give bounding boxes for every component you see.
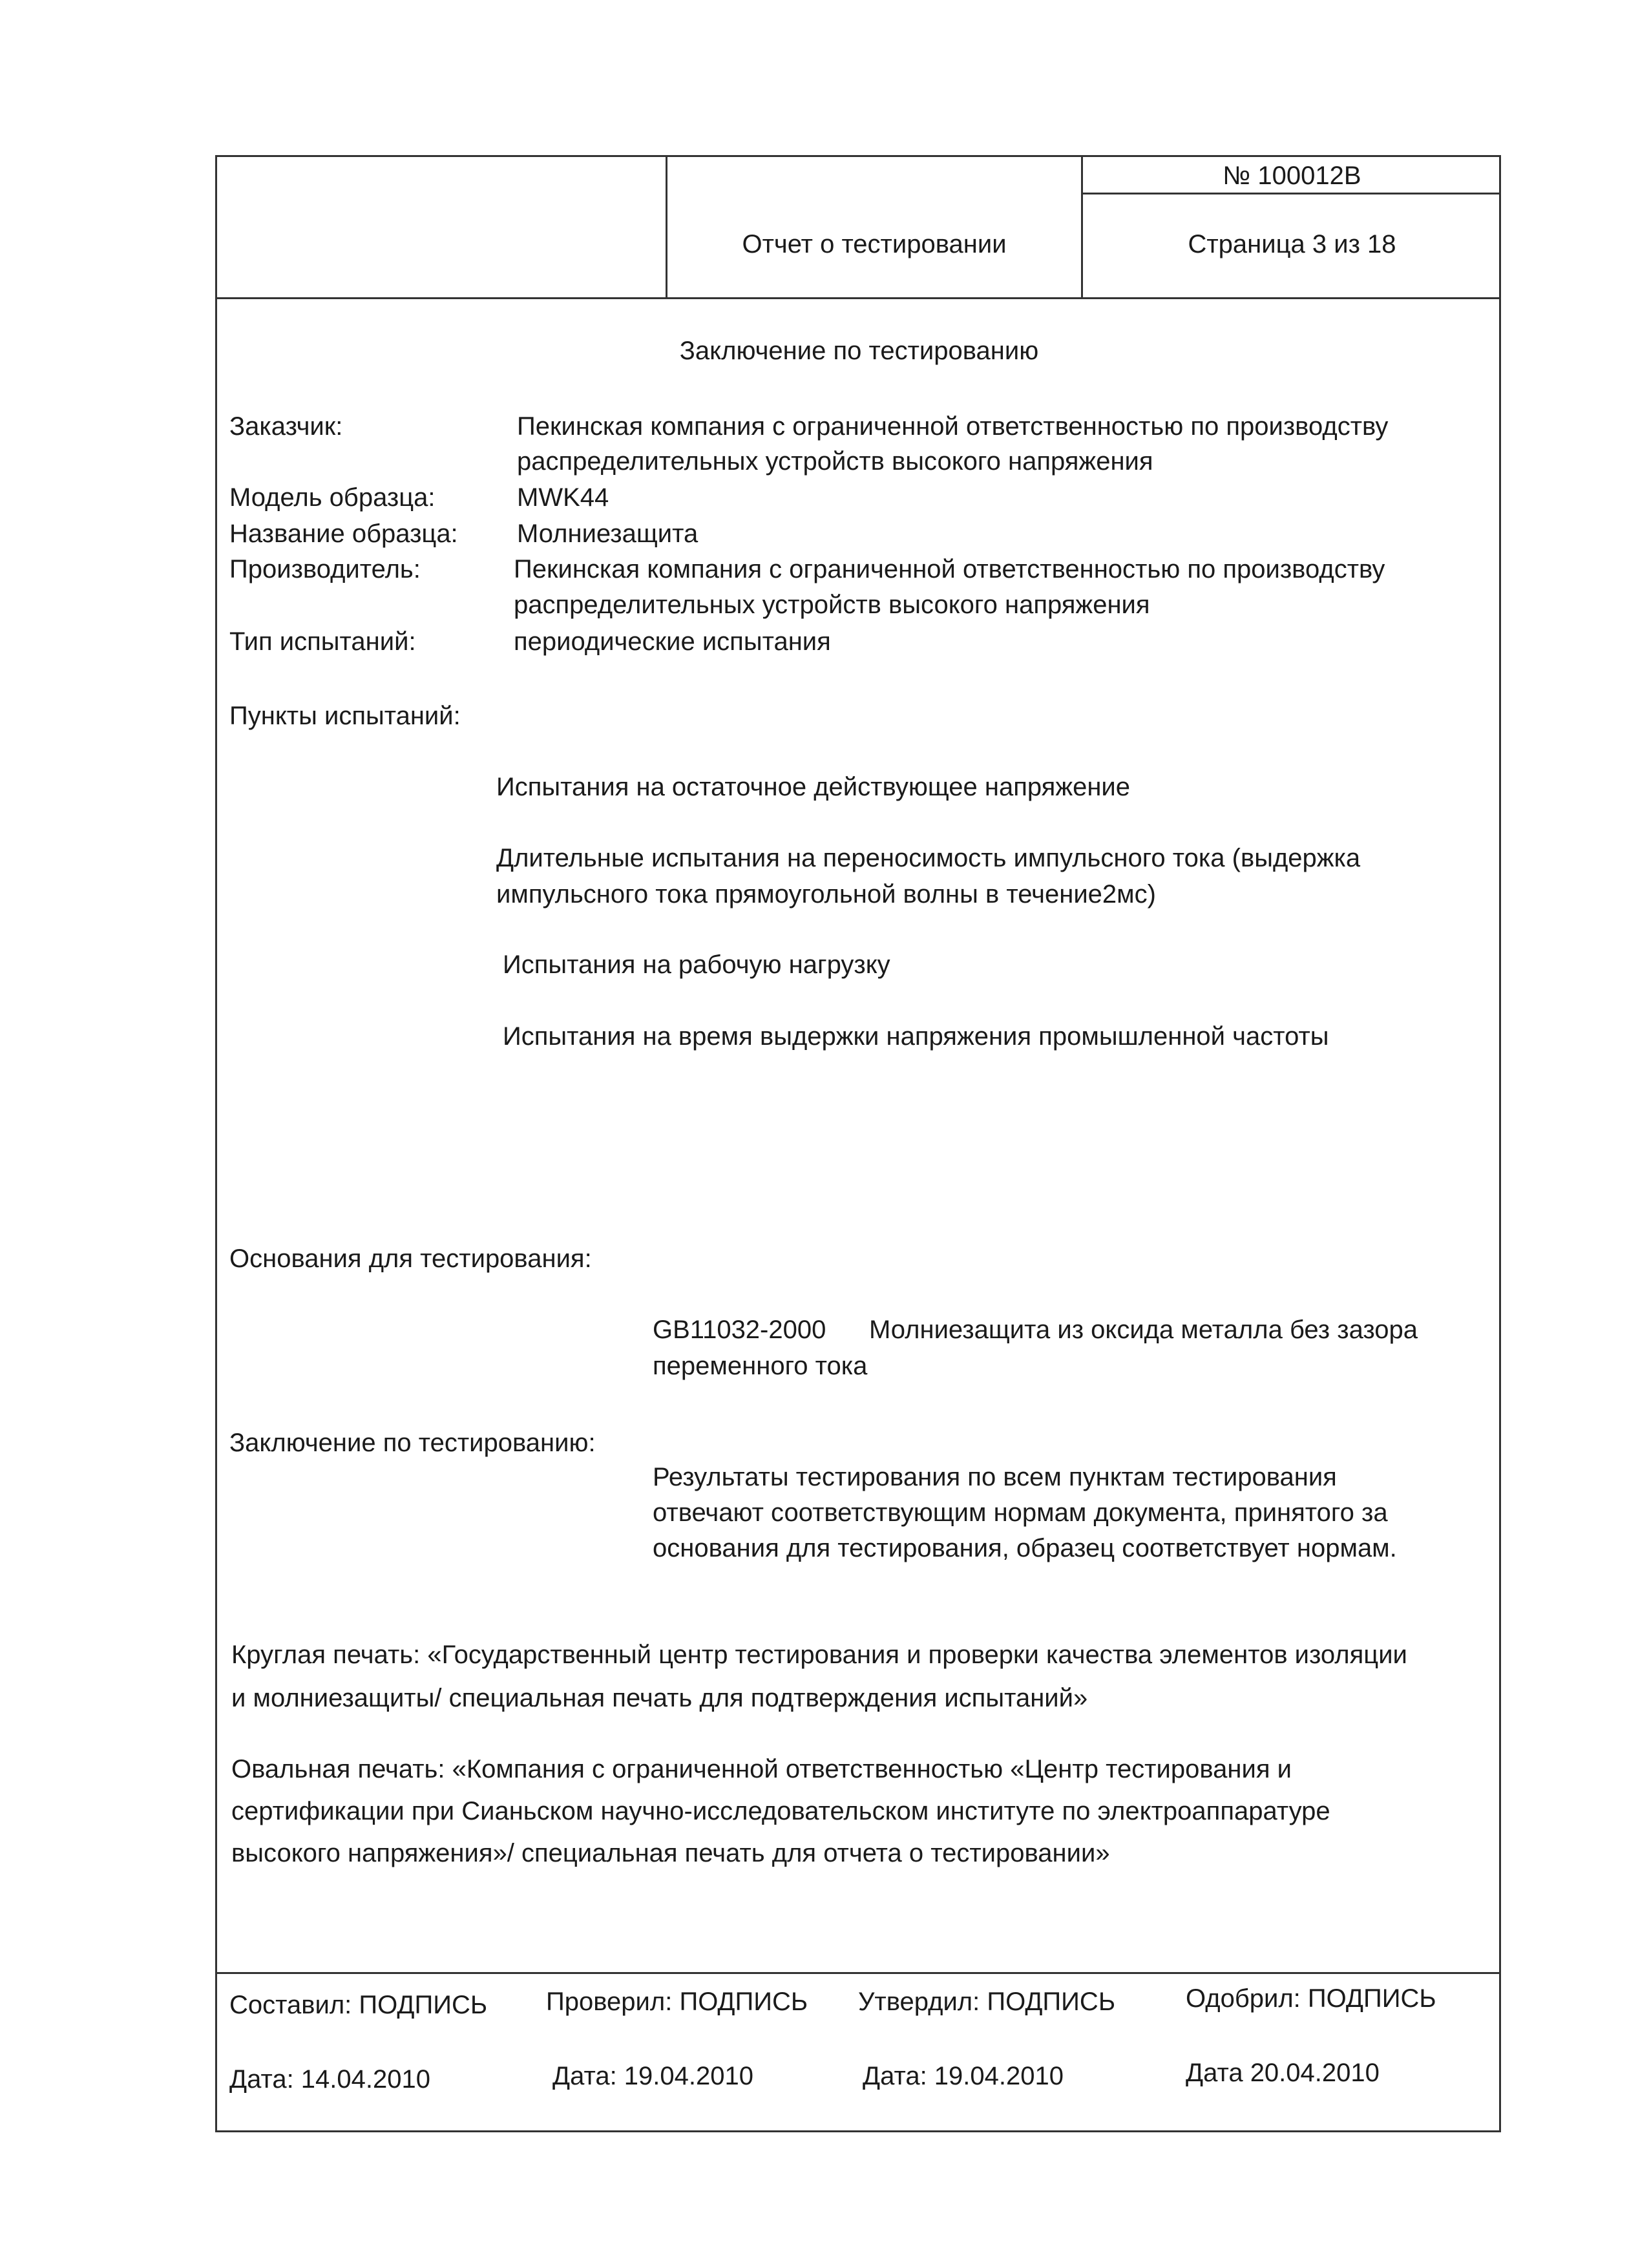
date-endorsed: Дата 20.04.2010 <box>1186 2059 1380 2087</box>
sample-name-label: Название образца: <box>229 520 458 548</box>
model-label: Модель образца: <box>229 483 436 512</box>
test-items-label: Пункты испытаний: <box>229 702 461 730</box>
report-title: Отчет о тестировании <box>742 230 1007 258</box>
round-stamp-line2: и молниезащиты/ специальная печать для подтверждения испытаний» <box>231 1684 1088 1712</box>
model-value: MWK44 <box>517 483 609 512</box>
test-item-3: Испытания на рабочую нагрузку <box>503 950 890 979</box>
conclusion-line2: отвечают соответствующим нормам документа, принятого за <box>653 1498 1388 1527</box>
date-approved: Дата: 19.04.2010 <box>863 2062 1064 2090</box>
oval-stamp-line1: Овальная печать: «Компания с ограниченной ответственностью «Центр тестирования и <box>231 1755 1292 1783</box>
test-item-1: Испытания на остаточное действующее напряжение <box>496 773 1131 801</box>
basis-label: Основания для тестирования: <box>229 1244 592 1273</box>
conclusion-line3: основания для тестирования, образец соответствует нормам. <box>653 1534 1397 1562</box>
test-type-value: периодические испытания <box>514 627 831 656</box>
signature-composed: Составил: ПОДПИСЬ <box>229 1991 488 2019</box>
basis-standard-code: GB11032-2000 <box>653 1316 826 1344</box>
customer-value-line2: распределительных устройств высокого напряжения <box>517 447 1153 476</box>
customer-label: Заказчик: <box>229 412 343 441</box>
test-type-label: Тип испытаний: <box>229 627 416 656</box>
basis-standard-desc-line2: переменного тока <box>653 1352 868 1380</box>
test-item-4: Испытания на время выдержки напряжения промышленной частоты <box>503 1022 1329 1051</box>
date-checked: Дата: 19.04.2010 <box>552 2062 753 2090</box>
date-composed: Дата: 14.04.2010 <box>229 2065 430 2094</box>
round-stamp-line1: Круглая печать: «Государственный центр тестирования и проверки качества элементов изоляции <box>231 1641 1407 1669</box>
oval-stamp-line3: высокого напряжения»/ специальная печать для отчета о тестировании» <box>231 1839 1110 1867</box>
test-item-2-line2: импульсного тока прямоугольной волны в течение2мс) <box>496 880 1156 908</box>
sample-name-value: Молниезащита <box>517 520 698 548</box>
manufacturer-value-line2: распределительных устройств высокого напряжения <box>514 591 1150 619</box>
signature-approved: Утвердил: ПОДПИСЬ <box>858 1988 1116 2016</box>
conclusion-line1: Результаты тестирования по всем пунктам тестирования <box>653 1463 1337 1491</box>
section-title: Заключение по тестированию <box>679 337 1039 365</box>
test-item-2-line1: Длительные испытания на переносимость импульсного тока (выдержка <box>496 844 1361 872</box>
manufacturer-value-line1: Пекинская компания с ограниченной ответственностью по производству <box>514 555 1385 583</box>
report-number: № 100012В <box>1223 162 1361 190</box>
oval-stamp-line2: сертификации при Сианьском научно-исследовательском институте по электроаппаратуре <box>231 1797 1330 1825</box>
page-indicator: Страница 3 из 18 <box>1188 230 1396 258</box>
header-bottom-line <box>215 297 1501 299</box>
signature-endorsed: Одобрил: ПОДПИСЬ <box>1186 1984 1436 2013</box>
signature-checked: Проверил: ПОДПИСЬ <box>546 1988 808 2016</box>
customer-value-line1: Пекинская компания с ограниченной ответственностью по производству <box>517 412 1389 441</box>
manufacturer-label: Производитель: <box>229 555 421 583</box>
basis-standard-desc-line1: Молниезащита из оксида металла без зазора <box>869 1316 1418 1344</box>
signature-top-line <box>215 1972 1501 1974</box>
conclusion-label: Заключение по тестированию: <box>229 1429 596 1457</box>
